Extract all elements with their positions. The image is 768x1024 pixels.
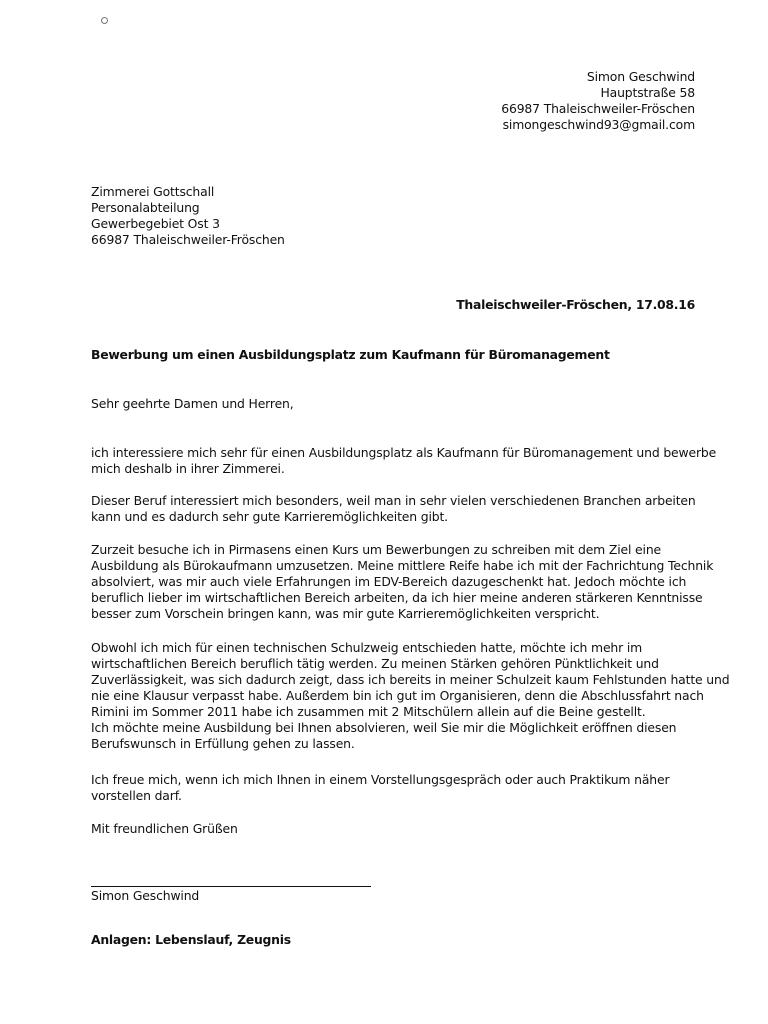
- signature-name: Simon Geschwind: [91, 888, 200, 903]
- sender-street: Hauptstraße 58: [600, 85, 695, 100]
- body-paragraph: [91, 445, 717, 477]
- place-date: Thaleischweiler-Fröschen, 17.08.16: [456, 297, 695, 312]
- recipient-street: Gewerbegebiet Ost 3: [91, 216, 220, 231]
- attachments: Anlagen: Lebenslauf, Zeugnis: [91, 932, 291, 947]
- sender-city: 66987 Thaleischweiler-Fröschen: [501, 101, 695, 116]
- recipient-department: Personalabteilung: [91, 200, 200, 215]
- recipient-city: 66987 Thaleischweiler-Fröschen: [91, 232, 285, 247]
- paragraph-line: kann und es dadurch sehr gute Karrieremöglichkeiten gibt.: [91, 509, 448, 524]
- paragraph-line: ich interessiere mich sehr für einen Ausbildungsplatz als Kaufmann für Büromanagement und bewerbe: [91, 445, 717, 460]
- paragraph-line: Berufswunsch in Erfüllung gehen zu lassen.: [91, 736, 355, 751]
- salutation: Sehr geehrte Damen und Herren,: [91, 396, 294, 411]
- closing: Mit freundlichen Grüßen: [91, 821, 238, 836]
- paragraph-line: Zurzeit besuche ich in Pirmasens einen Kurs um Bewerbungen zu schreiben mit dem Ziel eine: [91, 542, 662, 557]
- subject-line: Bewerbung um einen Ausbildungsplatz zum Kaufmann für Büromanagement: [91, 347, 610, 362]
- sender-email: simongeschwind93@gmail.com: [502, 117, 695, 132]
- body-paragraph: [91, 772, 691, 804]
- paragraph-line: mich deshalb in ihrer Zimmerei.: [91, 461, 285, 476]
- paragraph-line: Dieser Beruf interessiert mich besonders, weil man in sehr vielen verschiedenen Branchen arbeiten: [91, 493, 696, 508]
- recipient-company: Zimmerei Gottschall: [91, 184, 215, 199]
- paragraph-line: vorstellen darf.: [91, 788, 182, 803]
- paragraph-line: Ich möchte meine Ausbildung bei Ihnen absolvieren, weil Sie mir die Möglichkeit eröffnen diesen: [91, 720, 677, 735]
- paragraph-line: Zuverlässigkeit, was sich dadurch zeigt, dass ich bereits in meiner Schulzeit kaum Fehlstunden hatte und: [91, 672, 730, 687]
- paragraph-line: Ausbildung als Bürokaufmann umzusetzen. Meine mittlere Reife habe ich mit der Fachrichtung Technik: [91, 558, 714, 573]
- sender-name: Simon Geschwind: [586, 69, 695, 84]
- body-paragraph: [91, 640, 730, 752]
- paragraph-line: Obwohl ich mich für einen technischen Schulzweig entschieden hatte, möchte ich mehr im: [91, 640, 643, 655]
- body-paragraph: [91, 542, 714, 622]
- paragraph-line: wirtschaftlichen Bereich beruflich tätig werden. Zu meinen Stärken gehören Pünktlichkeit und: [91, 656, 659, 671]
- signature-line: [91, 886, 371, 887]
- paragraph-line: absolviert, was mir auch viele Erfahrungen im EDV-Bereich dazugeschenkt hat. Jedoch möchte ich: [91, 574, 687, 589]
- small-circle-icon: [101, 17, 108, 24]
- body-paragraph: [91, 493, 696, 525]
- paragraph-line: besser zum Vorschein bringen kann, was mir gute Karrieremöglichkeiten verspricht.: [91, 606, 600, 621]
- paragraph-line: beruflich lieber im wirtschaftlichen Bereich arbeiten, da ich hier meine anderen stärkeren Kenntnisse: [91, 590, 703, 605]
- paragraph-line: Rimini im Sommer 2011 habe ich zusammen mit 2 Mitschülern allein auf die Beine gestellt.: [91, 704, 646, 719]
- paragraph-line: Ich freue mich, wenn ich mich Ihnen in einem Vorstellungsgespräch oder auch Praktikum näher: [91, 772, 670, 787]
- paragraph-line: nie eine Klausur verpasst habe. Außerdem bin ich gut im Organisieren, denn die Abschlussfahrt nach: [91, 688, 704, 703]
